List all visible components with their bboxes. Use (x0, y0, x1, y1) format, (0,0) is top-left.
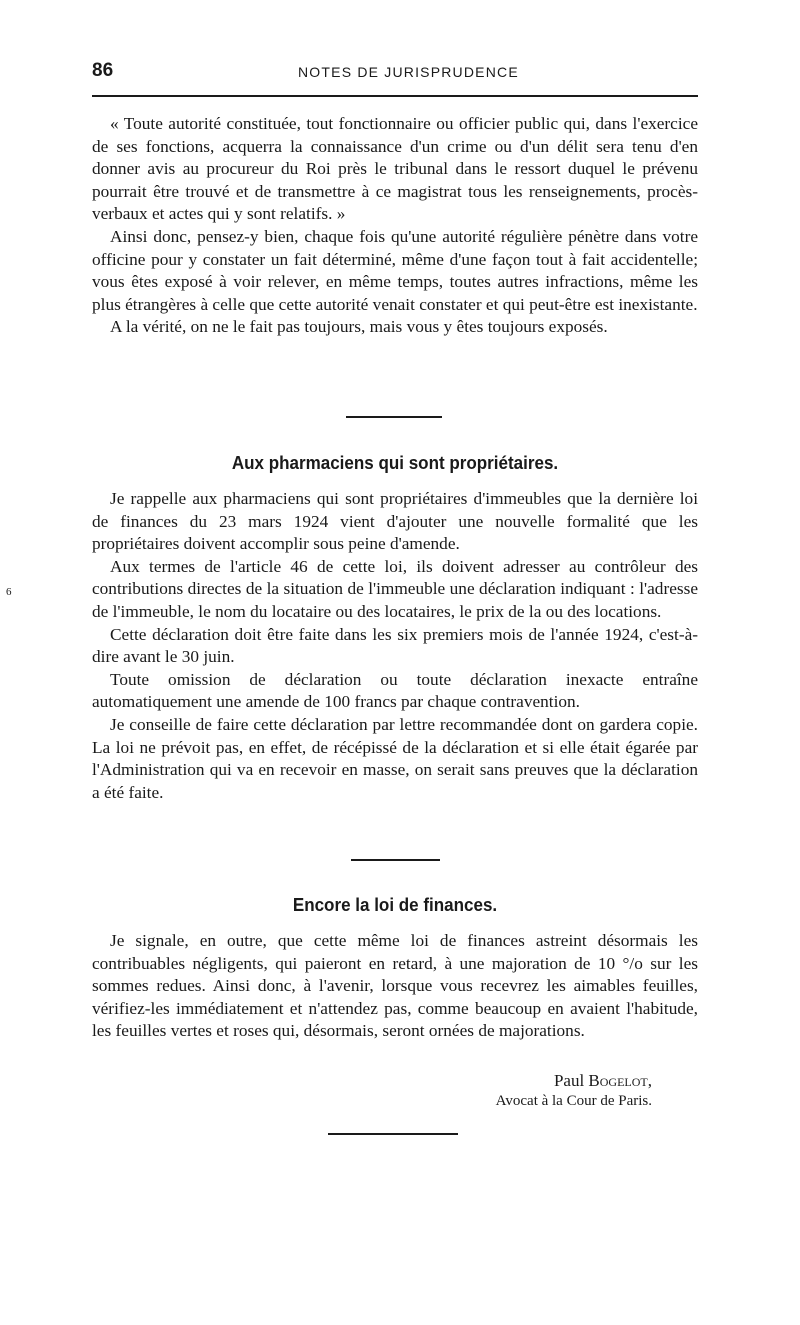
page-number: 86 (92, 60, 114, 81)
section-title-proprietaires: Aux pharmaciens qui sont propriétaires. (231, 452, 559, 473)
intro-quote-paragraph: « Toute autorité constituée, tout fonctionnaire ou officier public qui, dans l'exercice de ses fonctions, acquerra la connaissance d'un crime ou d'un délit sera tenu d'en donner avis au procureur du Roi près le tribunal dans le ressort duquel le prévenu pourrait être trouvé et de transmettre à ce magistrat tous les renseignements, procès-verbaux et actes qui y sont relatifs. » (92, 114, 698, 224)
separator-rule (351, 859, 440, 861)
signature-last-name: Bogelot, (588, 1071, 652, 1090)
running-title: NOTES DE JURISPRUDENCE (298, 64, 519, 80)
end-rule (328, 1133, 458, 1135)
section-paragraph: Cette déclaration doit être faite dans les six premiers mois de l'année 1924, c'est-à-dire avant le 30 juin. (92, 624, 698, 667)
intro-text (92, 113, 698, 339)
section-paragraph: Je conseille de faire cette déclaration par lettre recommandée dont on gardera copie. La loi ne prévoit pas, en effet, de récépissé de la déclaration et si elle était égarée par l'Administration qui va en recevoir en masse, on serait sans preuves que la déclaration a été faite. (92, 714, 698, 802)
intro-paragraph: A la vérité, on ne le fait pas toujours, mais vous y êtes toujours exposés. (110, 317, 608, 337)
signature-title: Avocat à la Cour de Paris. (495, 1093, 652, 1109)
section-paragraph: Toute omission de déclaration ou toute déclaration inexacte entraîne automatiquement une amende de 100 francs par chaque contravention. (92, 669, 698, 712)
running-head (92, 58, 698, 84)
signature (92, 1071, 652, 1110)
page (92, 0, 698, 1325)
signature-name (92, 1071, 652, 1091)
intro-paragraph: Ainsi donc, pensez-y bien, chaque fois qu'une autorité régulière pénètre dans votre officine pour y constater un fait déterminé, même d'une façon tout à fait accidentelle; vous êtes exposé à voir relever, en même temps, toutes autres infractions, même les plus étrangères à celle que cette autorité venait constater et qui peut-être est inexistante. (92, 226, 698, 314)
section-paragraph: Aux termes de l'article 46 de cette loi, ils doivent adresser au contrôleur des contributions directes de la situation de l'immeuble une déclaration indiquant : l'adresse de l'immeuble, le nom du locataire ou des locataires, le prix de la ou des locations. (92, 556, 698, 621)
section-title-loi-de-finances: Encore la loi de finances. (292, 894, 498, 915)
section-loi-de-finances-text (92, 930, 698, 1043)
separator-rule (346, 416, 442, 418)
header-rule (92, 95, 698, 97)
margin-mark: 6 (6, 586, 12, 598)
section-paragraph: Je signale, en outre, que cette même loi de finances astreint désormais les contribuables négligents, qui paieront en retard, à une majoration de 10 °/o sur les sommes redues. Ainsi donc, à l'avenir, lorsque vous recevrez les aimables feuilles, vérifiez-les immédiatement et n'attendez pas, comme beaucoup en avaient l'habitude, les feuilles vertes et roses qui, désormais, seront ornées de majorations. (92, 931, 698, 1041)
section-paragraph: Je rappelle aux pharmaciens qui sont propriétaires d'immeubles que la dernière loi de finances du 23 mars 1924 vient d'ajouter une nouvelle formalité que les propriétaires doivent accomplir sous peine d'amende. (92, 489, 698, 554)
signature-first-name: Paul (553, 1071, 585, 1090)
section-proprietaires-text (92, 488, 698, 804)
